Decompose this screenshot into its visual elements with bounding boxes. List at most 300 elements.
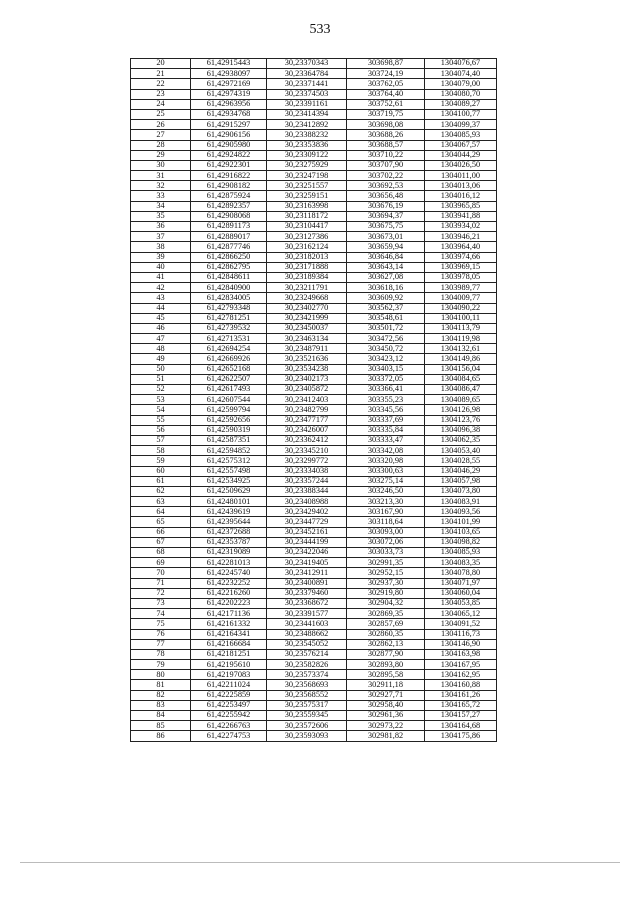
- table-row: [131, 283, 497, 293]
- table-row: [131, 619, 497, 629]
- longitude-cell: 30,23593093: [267, 731, 347, 741]
- latitude-cell: 61,42439619: [191, 507, 267, 517]
- x-coordinate-cell: 303246,50: [347, 486, 425, 496]
- longitude-cell: 30,23345210: [267, 446, 347, 456]
- y-coordinate-cell: 1304100,11: [425, 313, 497, 323]
- longitude-cell: 30,23421999: [267, 313, 347, 323]
- x-coordinate-cell: 303118,64: [347, 517, 425, 527]
- point-number-cell: 84: [131, 711, 191, 721]
- point-number-cell: 52: [131, 385, 191, 395]
- point-number-cell: 77: [131, 639, 191, 649]
- longitude-cell: 30,23379460: [267, 588, 347, 598]
- latitude-cell: 61,42963956: [191, 99, 267, 109]
- x-coordinate-cell: 303213,30: [347, 497, 425, 507]
- x-coordinate-cell: 303366,41: [347, 385, 425, 395]
- x-coordinate-cell: 302860,35: [347, 629, 425, 639]
- y-coordinate-cell: 1304090,22: [425, 303, 497, 313]
- longitude-cell: 30,23259151: [267, 191, 347, 201]
- point-number-cell: 64: [131, 507, 191, 517]
- latitude-cell: 61,42607544: [191, 395, 267, 405]
- x-coordinate-cell: 303450,72: [347, 344, 425, 354]
- latitude-cell: 61,42195610: [191, 660, 267, 670]
- point-number-cell: 33: [131, 191, 191, 201]
- y-coordinate-cell: 1304093,56: [425, 507, 497, 517]
- x-coordinate-cell: 303659,94: [347, 242, 425, 252]
- table-row: [131, 150, 497, 160]
- y-coordinate-cell: 1303934,02: [425, 222, 497, 232]
- longitude-cell: 30,23391577: [267, 609, 347, 619]
- point-number-cell: 45: [131, 313, 191, 323]
- x-coordinate-cell: 303501,72: [347, 323, 425, 333]
- x-coordinate-cell: 303702,22: [347, 171, 425, 181]
- longitude-cell: 30,23370343: [267, 59, 347, 69]
- latitude-cell: 61,42480101: [191, 497, 267, 507]
- x-coordinate-cell: 302904,32: [347, 598, 425, 608]
- point-number-cell: 80: [131, 670, 191, 680]
- x-coordinate-cell: 303707,90: [347, 160, 425, 170]
- table-row: [131, 344, 497, 354]
- latitude-cell: 61,42866250: [191, 252, 267, 262]
- latitude-cell: 61,42840900: [191, 283, 267, 293]
- x-coordinate-cell: 302919,80: [347, 588, 425, 598]
- latitude-cell: 61,42281013: [191, 558, 267, 568]
- y-coordinate-cell: 1304161,26: [425, 690, 497, 700]
- x-coordinate-cell: 303337,69: [347, 415, 425, 425]
- point-number-cell: 66: [131, 527, 191, 537]
- latitude-cell: 61,42713531: [191, 334, 267, 344]
- longitude-cell: 30,23171888: [267, 262, 347, 272]
- latitude-cell: 61,42889017: [191, 232, 267, 242]
- latitude-cell: 61,42592656: [191, 415, 267, 425]
- x-coordinate-cell: 303618,16: [347, 283, 425, 293]
- point-number-cell: 30: [131, 160, 191, 170]
- latitude-cell: 61,42974319: [191, 89, 267, 99]
- point-number-cell: 53: [131, 395, 191, 405]
- longitude-cell: 30,23162124: [267, 242, 347, 252]
- y-coordinate-cell: 1304083,91: [425, 497, 497, 507]
- x-coordinate-cell: 303320,98: [347, 456, 425, 466]
- longitude-cell: 30,23482799: [267, 405, 347, 415]
- table-row: [131, 303, 497, 313]
- x-coordinate-cell: 303300,63: [347, 466, 425, 476]
- point-number-cell: 42: [131, 283, 191, 293]
- latitude-cell: 61,42793348: [191, 303, 267, 313]
- x-coordinate-cell: 303764,40: [347, 89, 425, 99]
- point-number-cell: 26: [131, 120, 191, 130]
- latitude-cell: 61,42905980: [191, 140, 267, 150]
- point-number-cell: 34: [131, 201, 191, 211]
- table-row: [131, 99, 497, 109]
- table-row: [131, 497, 497, 507]
- table-row: [131, 609, 497, 619]
- latitude-cell: 61,42915297: [191, 120, 267, 130]
- point-number-cell: 38: [131, 242, 191, 252]
- point-number-cell: 57: [131, 435, 191, 445]
- y-coordinate-cell: 1304085,93: [425, 548, 497, 558]
- table-row: [131, 486, 497, 496]
- y-coordinate-cell: 1304113,79: [425, 323, 497, 333]
- latitude-cell: 61,42922301: [191, 160, 267, 170]
- table-row: [131, 232, 497, 242]
- point-number-cell: 56: [131, 425, 191, 435]
- x-coordinate-cell: 303609,92: [347, 293, 425, 303]
- latitude-cell: 61,42395644: [191, 517, 267, 527]
- latitude-cell: 61,42622507: [191, 374, 267, 384]
- y-coordinate-cell: 1304080,70: [425, 89, 497, 99]
- table-row: [131, 527, 497, 537]
- longitude-cell: 30,23211791: [267, 283, 347, 293]
- y-coordinate-cell: 1304078,80: [425, 568, 497, 578]
- table-row: [131, 456, 497, 466]
- table-row: [131, 364, 497, 374]
- x-coordinate-cell: 303656,48: [347, 191, 425, 201]
- latitude-cell: 61,42862795: [191, 262, 267, 272]
- y-coordinate-cell: 1304157,27: [425, 711, 497, 721]
- y-coordinate-cell: 1303965,85: [425, 201, 497, 211]
- table-row: [131, 731, 497, 741]
- y-coordinate-cell: 1304165,72: [425, 700, 497, 710]
- table-row: [131, 415, 497, 425]
- longitude-cell: 30,23334038: [267, 466, 347, 476]
- table-row: [131, 670, 497, 680]
- latitude-cell: 61,42924822: [191, 150, 267, 160]
- table-row: [131, 222, 497, 232]
- latitude-cell: 61,42266763: [191, 721, 267, 731]
- table-row: [131, 629, 497, 639]
- longitude-cell: 30,23400891: [267, 578, 347, 588]
- x-coordinate-cell: 303033,73: [347, 548, 425, 558]
- longitude-cell: 30,23582826: [267, 660, 347, 670]
- latitude-cell: 61,42253497: [191, 700, 267, 710]
- x-coordinate-cell: 303673,01: [347, 232, 425, 242]
- longitude-cell: 30,23405872: [267, 385, 347, 395]
- latitude-cell: 61,42225859: [191, 690, 267, 700]
- point-number-cell: 43: [131, 293, 191, 303]
- y-coordinate-cell: 1304074,40: [425, 69, 497, 79]
- longitude-cell: 30,23452161: [267, 527, 347, 537]
- y-coordinate-cell: 1304149,86: [425, 354, 497, 364]
- table-row: [131, 446, 497, 456]
- point-number-cell: 46: [131, 323, 191, 333]
- y-coordinate-cell: 1304028,55: [425, 456, 497, 466]
- latitude-cell: 61,42164341: [191, 629, 267, 639]
- y-coordinate-cell: 1304163,98: [425, 649, 497, 659]
- x-coordinate-cell: 302857,69: [347, 619, 425, 629]
- x-coordinate-cell: 302927,71: [347, 690, 425, 700]
- y-coordinate-cell: 1304091,52: [425, 619, 497, 629]
- longitude-cell: 30,23412892: [267, 120, 347, 130]
- x-coordinate-cell: 302991,35: [347, 558, 425, 568]
- table-row: [131, 568, 497, 578]
- y-coordinate-cell: 1303989,77: [425, 283, 497, 293]
- table-row: [131, 323, 497, 333]
- latitude-cell: 61,42617493: [191, 385, 267, 395]
- point-number-cell: 50: [131, 364, 191, 374]
- table-row: [131, 721, 497, 731]
- latitude-cell: 61,42534925: [191, 476, 267, 486]
- table-row: [131, 242, 497, 252]
- longitude-cell: 30,23353836: [267, 140, 347, 150]
- x-coordinate-cell: 303752,61: [347, 99, 425, 109]
- table-row: [131, 639, 497, 649]
- longitude-cell: 30,23441603: [267, 619, 347, 629]
- y-coordinate-cell: 1304101,99: [425, 517, 497, 527]
- x-coordinate-cell: 303694,37: [347, 211, 425, 221]
- y-coordinate-cell: 1304084,65: [425, 374, 497, 384]
- latitude-cell: 61,42934768: [191, 109, 267, 119]
- y-coordinate-cell: 1304013,06: [425, 181, 497, 191]
- latitude-cell: 61,42202223: [191, 598, 267, 608]
- latitude-cell: 61,42669926: [191, 354, 267, 364]
- y-coordinate-cell: 1304044,29: [425, 150, 497, 160]
- latitude-cell: 61,42877746: [191, 242, 267, 252]
- longitude-cell: 30,23568552: [267, 690, 347, 700]
- point-number-cell: 25: [131, 109, 191, 119]
- y-coordinate-cell: 1304126,98: [425, 405, 497, 415]
- latitude-cell: 61,42232252: [191, 578, 267, 588]
- latitude-cell: 61,42834005: [191, 293, 267, 303]
- table-row: [131, 69, 497, 79]
- longitude-cell: 30,23414394: [267, 109, 347, 119]
- x-coordinate-cell: 303762,05: [347, 79, 425, 89]
- y-coordinate-cell: 1304060,04: [425, 588, 497, 598]
- table-row: [131, 700, 497, 710]
- page-number: 533: [309, 22, 331, 37]
- table-row: [131, 160, 497, 170]
- latitude-cell: 61,42906156: [191, 130, 267, 140]
- latitude-cell: 61,42211024: [191, 680, 267, 690]
- latitude-cell: 61,42599794: [191, 405, 267, 415]
- point-number-cell: 40: [131, 262, 191, 272]
- latitude-cell: 61,42166684: [191, 639, 267, 649]
- x-coordinate-cell: 302952,15: [347, 568, 425, 578]
- x-coordinate-cell: 303675,75: [347, 222, 425, 232]
- longitude-cell: 30,23419405: [267, 558, 347, 568]
- x-coordinate-cell: 302869,35: [347, 609, 425, 619]
- x-coordinate-cell: 303275,14: [347, 476, 425, 486]
- latitude-cell: 61,42161332: [191, 619, 267, 629]
- longitude-cell: 30,23568693: [267, 680, 347, 690]
- longitude-cell: 30,23447729: [267, 517, 347, 527]
- y-coordinate-cell: 1304099,37: [425, 120, 497, 130]
- point-number-cell: 47: [131, 334, 191, 344]
- y-coordinate-cell: 1303964,40: [425, 242, 497, 252]
- latitude-cell: 61,42216260: [191, 588, 267, 598]
- x-coordinate-cell: 303345,56: [347, 405, 425, 415]
- point-number-cell: 78: [131, 649, 191, 659]
- point-number-cell: 82: [131, 690, 191, 700]
- y-coordinate-cell: 1304053,40: [425, 446, 497, 456]
- longitude-cell: 30,23371441: [267, 79, 347, 89]
- y-coordinate-cell: 1303969,15: [425, 262, 497, 272]
- latitude-cell: 61,42590319: [191, 425, 267, 435]
- y-coordinate-cell: 1304085,93: [425, 130, 497, 140]
- y-coordinate-cell: 1304160,88: [425, 680, 497, 690]
- page-bottom-rule: [20, 862, 620, 863]
- table-row: [131, 588, 497, 598]
- point-number-cell: 31: [131, 171, 191, 181]
- longitude-cell: 30,23364784: [267, 69, 347, 79]
- longitude-cell: 30,23572606: [267, 721, 347, 731]
- x-coordinate-cell: 303093,00: [347, 527, 425, 537]
- x-coordinate-cell: 303342,08: [347, 446, 425, 456]
- table-row: [131, 334, 497, 344]
- y-coordinate-cell: 1303941,88: [425, 211, 497, 221]
- x-coordinate-cell: 303643,14: [347, 262, 425, 272]
- latitude-cell: 61,42197083: [191, 670, 267, 680]
- x-coordinate-cell: 303710,22: [347, 150, 425, 160]
- latitude-cell: 61,42781251: [191, 313, 267, 323]
- table-row: [131, 313, 497, 323]
- table-row: [131, 262, 497, 272]
- x-coordinate-cell: 302877,90: [347, 649, 425, 659]
- table-row: [131, 201, 497, 211]
- y-coordinate-cell: 1304162,95: [425, 670, 497, 680]
- y-coordinate-cell: 1304167,95: [425, 660, 497, 670]
- y-coordinate-cell: 1304098,82: [425, 537, 497, 547]
- latitude-cell: 61,42938097: [191, 69, 267, 79]
- latitude-cell: 61,42245740: [191, 568, 267, 578]
- point-number-cell: 23: [131, 89, 191, 99]
- latitude-cell: 61,42372688: [191, 527, 267, 537]
- y-coordinate-cell: 1304116,73: [425, 629, 497, 639]
- point-number-cell: 85: [131, 721, 191, 731]
- longitude-cell: 30,23545052: [267, 639, 347, 649]
- x-coordinate-cell: 303335,84: [347, 425, 425, 435]
- point-number-cell: 70: [131, 568, 191, 578]
- longitude-cell: 30,23576214: [267, 649, 347, 659]
- latitude-cell: 61,42557498: [191, 466, 267, 476]
- x-coordinate-cell: 302937,30: [347, 578, 425, 588]
- longitude-cell: 30,23426007: [267, 425, 347, 435]
- point-number-cell: 71: [131, 578, 191, 588]
- y-coordinate-cell: 1304057,98: [425, 476, 497, 486]
- point-number-cell: 29: [131, 150, 191, 160]
- longitude-cell: 30,23488662: [267, 629, 347, 639]
- table-row: [131, 405, 497, 415]
- x-coordinate-cell: 303403,15: [347, 364, 425, 374]
- y-coordinate-cell: 1304076,67: [425, 59, 497, 69]
- table-row: [131, 171, 497, 181]
- longitude-cell: 30,23249668: [267, 293, 347, 303]
- point-number-cell: 61: [131, 476, 191, 486]
- longitude-cell: 30,23429402: [267, 507, 347, 517]
- table-row: [131, 537, 497, 547]
- y-coordinate-cell: 1304119,98: [425, 334, 497, 344]
- point-number-cell: 55: [131, 415, 191, 425]
- point-number-cell: 58: [131, 446, 191, 456]
- table-row: [131, 598, 497, 608]
- x-coordinate-cell: 303372,05: [347, 374, 425, 384]
- coordinates-table: [130, 58, 497, 742]
- longitude-cell: 30,23182013: [267, 252, 347, 262]
- y-coordinate-cell: 1304175,86: [425, 731, 497, 741]
- y-coordinate-cell: 1304089,27: [425, 99, 497, 109]
- x-coordinate-cell: 303719,75: [347, 109, 425, 119]
- point-number-cell: 60: [131, 466, 191, 476]
- x-coordinate-cell: 302973,22: [347, 721, 425, 731]
- latitude-cell: 61,42319089: [191, 548, 267, 558]
- latitude-cell: 61,42848611: [191, 272, 267, 282]
- y-coordinate-cell: 1304009,77: [425, 293, 497, 303]
- latitude-cell: 61,42875924: [191, 191, 267, 201]
- longitude-cell: 30,23575317: [267, 700, 347, 710]
- point-number-cell: 39: [131, 252, 191, 262]
- point-number-cell: 51: [131, 374, 191, 384]
- point-number-cell: 79: [131, 660, 191, 670]
- y-coordinate-cell: 1304016,12: [425, 191, 497, 201]
- x-coordinate-cell: 303646,84: [347, 252, 425, 262]
- latitude-cell: 61,42575312: [191, 456, 267, 466]
- longitude-cell: 30,23189384: [267, 272, 347, 282]
- longitude-cell: 30,23402173: [267, 374, 347, 384]
- latitude-cell: 61,42972169: [191, 79, 267, 89]
- table-row: [131, 211, 497, 221]
- x-coordinate-cell: 303688,26: [347, 130, 425, 140]
- y-coordinate-cell: 1304132,61: [425, 344, 497, 354]
- point-number-cell: 49: [131, 354, 191, 364]
- y-coordinate-cell: 1303974,66: [425, 252, 497, 262]
- longitude-cell: 30,23450037: [267, 323, 347, 333]
- longitude-cell: 30,23412403: [267, 395, 347, 405]
- latitude-cell: 61,42181251: [191, 649, 267, 659]
- longitude-cell: 30,23444199: [267, 537, 347, 547]
- longitude-cell: 30,23412911: [267, 568, 347, 578]
- x-coordinate-cell: 303692,53: [347, 181, 425, 191]
- x-coordinate-cell: 303627,08: [347, 272, 425, 282]
- y-coordinate-cell: 1304123,76: [425, 415, 497, 425]
- latitude-cell: 61,42274753: [191, 731, 267, 741]
- table-row: [131, 272, 497, 282]
- longitude-cell: 30,23368672: [267, 598, 347, 608]
- latitude-cell: 61,42255942: [191, 711, 267, 721]
- latitude-cell: 61,42587351: [191, 435, 267, 445]
- longitude-cell: 30,23374503: [267, 89, 347, 99]
- point-number-cell: 74: [131, 609, 191, 619]
- latitude-cell: 61,42915443: [191, 59, 267, 69]
- point-number-cell: 59: [131, 456, 191, 466]
- table-row: [131, 507, 497, 517]
- x-coordinate-cell: 303472,56: [347, 334, 425, 344]
- latitude-cell: 61,42171136: [191, 609, 267, 619]
- point-number-cell: 75: [131, 619, 191, 629]
- longitude-cell: 30,23388344: [267, 486, 347, 496]
- x-coordinate-cell: 303333,47: [347, 435, 425, 445]
- x-coordinate-cell: 302961,36: [347, 711, 425, 721]
- point-number-cell: 67: [131, 537, 191, 547]
- point-number-cell: 37: [131, 232, 191, 242]
- table-row: [131, 59, 497, 69]
- latitude-cell: 61,42908182: [191, 181, 267, 191]
- longitude-cell: 30,23357244: [267, 476, 347, 486]
- table-row: [131, 660, 497, 670]
- x-coordinate-cell: 303423,12: [347, 354, 425, 364]
- table-row: [131, 466, 497, 476]
- x-coordinate-cell: 303724,19: [347, 69, 425, 79]
- y-coordinate-cell: 1304062,35: [425, 435, 497, 445]
- longitude-cell: 30,23573374: [267, 670, 347, 680]
- table-row: [131, 109, 497, 119]
- point-number-cell: 36: [131, 222, 191, 232]
- point-number-cell: 20: [131, 59, 191, 69]
- table-row: [131, 293, 497, 303]
- point-number-cell: 65: [131, 517, 191, 527]
- y-coordinate-cell: 1304096,38: [425, 425, 497, 435]
- y-coordinate-cell: 1304011,00: [425, 171, 497, 181]
- y-coordinate-cell: 1304083,35: [425, 558, 497, 568]
- table-row: [131, 517, 497, 527]
- longitude-cell: 30,23408988: [267, 497, 347, 507]
